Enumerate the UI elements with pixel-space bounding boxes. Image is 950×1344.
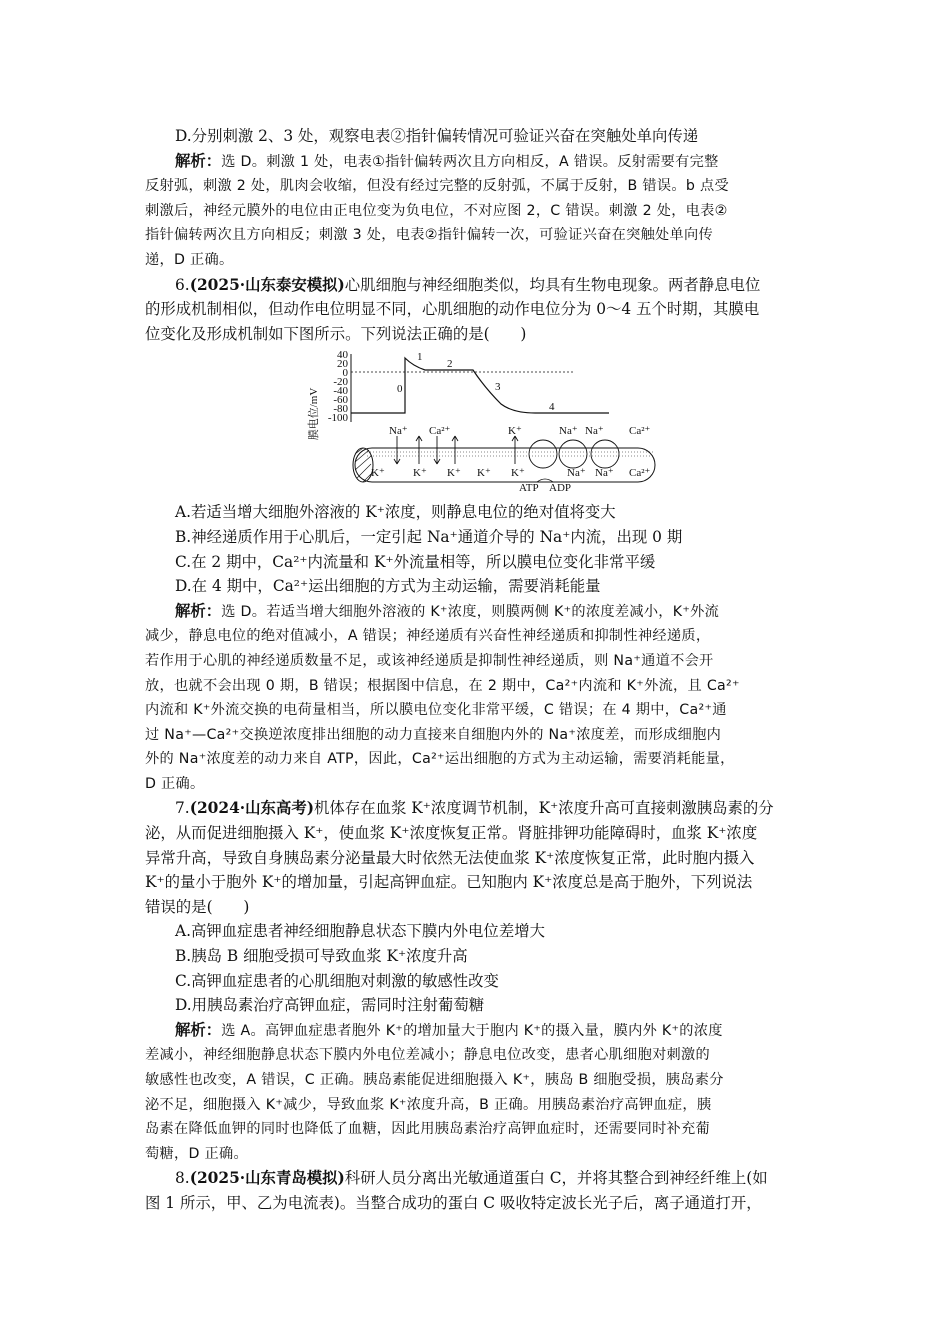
adp-label: ADP <box>549 482 572 495</box>
q5-analysis-line: 指针偏转两次且方向相反；刺激 3 处，电表②指针偏转一次，可验证兴奋在突触处单向传 <box>145 227 714 244</box>
ion-label: Na⁺ <box>559 425 578 438</box>
phase-label: 3 <box>495 381 501 394</box>
ion-label: Na⁺ <box>585 425 604 438</box>
arrow-k-out <box>512 436 518 464</box>
y-tick: -80 <box>333 403 348 416</box>
ion-label: Na⁺ <box>567 467 586 480</box>
ion-labels-top <box>389 425 651 437</box>
q7-stem-line-1: 7.(2024·山东高考)机体存在血浆 K⁺浓度调节机制，K⁺浓度升高可直接刺激胰岛素的分 <box>175 799 774 818</box>
q5-analysis-line: 递，D 正确。 <box>145 251 234 268</box>
q5-analysis-line: 刺激后，神经元膜外的电位由正电位变为负电位，不对应图 2，C 错误。刺激 2 处，电表② <box>145 202 728 219</box>
q7-option-d: D.用胰岛素治疗高钾血症，需同时注射葡萄糖 <box>175 996 485 1015</box>
ion-label: K⁺ <box>413 467 427 480</box>
phase-label: 4 <box>549 401 555 414</box>
hatch <box>355 448 371 482</box>
analysis-label: 解析： <box>175 151 222 170</box>
q8-stem-line: 图 1 所示，甲、乙为电流表)。当整合成功的蛋白 C 吸收特定波长光子后，离子通道打开， <box>145 1193 762 1212</box>
arrow-k-out <box>452 436 458 464</box>
y-tick: -40 <box>333 385 348 398</box>
pump-circle <box>529 440 557 468</box>
atp-label: ATP <box>519 482 539 495</box>
q6-analysis-line: 过 Na⁺—Ca²⁺交换逆浓度排出细胞的动力直接来自细胞内外的 Na⁺浓度差，而形成细胞内 <box>145 726 722 743</box>
membrane-potential-diagram <box>305 348 665 494</box>
ion-labels-bottom <box>371 467 651 479</box>
ion-label: Ca²⁺ <box>629 425 651 438</box>
ion-label: K⁺ <box>371 467 385 480</box>
q7-option-b: B.胰岛 B 细胞受损可导致血浆 K⁺浓度升高 <box>175 947 468 966</box>
q7-analysis-line: 萄糖，D 正确。 <box>145 1145 248 1162</box>
q7-analysis-line: 泌不足，细胞摄入 K⁺减少，导致血浆 K⁺浓度升高，B 正确。用胰岛素治疗高钾血症，胰 <box>145 1096 712 1113</box>
q6-option-d: D.在 4 期中，Ca²⁺运出细胞的方式为主动运输，需要消耗能量 <box>175 577 601 596</box>
q5-analysis-line-1: 解析：选 D。刺激 1 处，电表①指针偏转两次且方向相反，A 错误。反射需要有完整 <box>175 151 719 170</box>
q6-stem-line: 位变化及形成机制如下图所示。下列说法正确的是( ) <box>145 324 527 343</box>
y-tick: 20 <box>337 358 348 371</box>
y-tick: -100 <box>327 412 348 425</box>
exchanger-circle <box>591 440 619 468</box>
y-axis-label: 膜电位/mV <box>308 388 320 441</box>
question-number: 8. <box>175 1169 190 1188</box>
y-tick: 40 <box>337 349 348 362</box>
ion-label: Na⁺ <box>595 467 614 480</box>
ion-label: K⁺ <box>508 425 522 438</box>
q7-stem-line: 异常升高，导致自身胰岛素分泌量最大时依然无法使血浆 K⁺浓度恢复正常，此时胞内摄入 <box>145 848 755 867</box>
question-number: 7. <box>175 799 190 818</box>
q7-option-a: A.高钾血症患者神经细胞静息状态下膜内外电位差增大 <box>175 922 545 941</box>
arrow-k-out <box>416 436 422 464</box>
action-potential-figure <box>145 348 817 494</box>
q8-stem-line-1: 8.(2025·山东青岛模拟)科研人员分离出光敏通道蛋白 C，并将其整合到神经纤维上(如 <box>175 1169 768 1188</box>
y-tick: 0 <box>342 367 348 380</box>
question-number: 6. <box>175 275 190 294</box>
q6-option-b: B.神经递质作用于心肌后，一定引起 Na⁺通道介导的 Na⁺内流，出现 0 期 <box>175 527 683 546</box>
ion-label: Na⁺ <box>389 425 408 438</box>
q6-stem-line-1: 6.(2025·山东泰安模拟)心肌细胞与神经细胞类似，均具有生物电现象。两者静息电位 <box>175 275 761 294</box>
phase-label: 0 <box>397 383 403 396</box>
q7-analysis-line: 敏感性也改变，A 错误，C 正确。胰岛素能促进细胞摄入 K⁺，胰岛 B 细胞受损，胰岛素分 <box>145 1072 724 1088</box>
q5-analysis-line: 反射弧，刺激 2 处，肌肉会收缩，但没有经过完整的反射弧，不属于反射，B 错误。b 点受 <box>145 178 729 195</box>
arrow-na-in <box>394 436 400 464</box>
q7-analysis-line: 差减小，神经细胞静息状态下膜内外电位差减小；静息电位改变，患者心肌细胞对刺激的 <box>145 1047 711 1064</box>
action-potential-curve <box>351 358 609 413</box>
q5-option-d: D.分别刺激 2、3 处，观察电表②指针偏转情况可验证兴奋在突触处单向传递 <box>175 127 699 145</box>
q7-stem-line: 泌，从而促进细胞摄入 K⁺，使血浆 K⁺浓度恢复正常。肾脏排钾功能障碍时，血浆 K⁺浓度 <box>145 824 758 843</box>
question-source: (2025·山东青岛模拟) <box>189 1169 345 1188</box>
ion-label: K⁺ <box>477 467 491 480</box>
q6-analysis-line: 放，也就不会出现 0 期，B 错误；根据图中信息，在 2 期中，Ca²⁺内流和 K⁺外流，且 Ca²⁺ <box>145 677 740 694</box>
analysis-label: 解析： <box>175 601 222 620</box>
document-page <box>145 124 817 1216</box>
analysis-label: 解析： <box>175 1020 222 1039</box>
q6-analysis-line: D 正确。 <box>145 775 205 792</box>
ion-label: K⁺ <box>447 467 461 480</box>
q7-analysis-line: 岛素在降低血钾的同时也降低了血糖，因此用胰岛素治疗高钾血症时，还需要同时补充葡 <box>145 1121 711 1138</box>
question-source: (2024·山东高考) <box>189 799 315 818</box>
ion-label: K⁺ <box>511 467 525 480</box>
q6-analysis-line: 内流和 K⁺外流交换的电荷量相当，所以膜电位变化非常平缓，C 错误；在 4 期中，Ca²⁺通 <box>145 702 727 719</box>
q6-analysis-line: 若作用于心肌的神经递质数量不足，或该神经递质是抑制性神经递质，则 Na⁺通道不会开 <box>145 652 714 669</box>
ion-label: Ca²⁺ <box>429 425 451 438</box>
y-tick: -20 <box>333 376 348 389</box>
q7-stem-line: 错误的是( ) <box>145 897 250 916</box>
phase-label: 1 <box>417 351 423 364</box>
phase-labels <box>397 351 555 413</box>
q6-analysis-line: 外的 Na⁺浓度差的动力来自 ATP，因此，Ca²⁺运出细胞的方式为主动运输，需要消耗能量， <box>145 751 735 768</box>
q7-option-c: C.高钾血症患者的心肌细胞对刺激的敏感性改变 <box>175 971 499 990</box>
y-tick-labels <box>328 349 349 424</box>
ion-label: Ca²⁺ <box>629 467 651 480</box>
q6-option-a: A.若适当增大细胞外溶液的 K⁺浓度，则静息电位的绝对值将变大 <box>175 503 616 522</box>
q6-option-c: C.在 2 期中，Ca²⁺内流量和 K⁺外流量相等，所以膜电位变化非常平缓 <box>175 552 656 571</box>
q6-stem-line: 的形成机制相似，但动作电位明显不同，心肌细胞的动作电位分为 0～4 五个时期，其膜电 <box>145 300 760 319</box>
q7-analysis-line-1: 解析：选 A。高钾血症患者胞外 K⁺的增加量大于胞内 K⁺的摄入量，膜内外 K⁺的浓度 <box>175 1020 723 1039</box>
q6-analysis-line: 减少，静息电位的绝对值减小，A 错误；神经递质有兴奋性神经递质和抑制性神经递质， <box>145 628 711 645</box>
q7-stem-line: K⁺的量小于胞外 K⁺的增加量，引起高钾血症。已知胞内 K⁺浓度总是高于胞外，下列说法 <box>145 873 753 892</box>
exchanger-circle <box>559 440 587 468</box>
y-tick: -60 <box>333 394 348 407</box>
question-source: (2025·山东泰安模拟) <box>189 275 345 294</box>
q6-analysis-line-1: 解析：选 D。若适当增大细胞外溶液的 K⁺浓度，则膜两侧 K⁺的浓度差减小，K⁺外流 <box>175 601 720 620</box>
arrow-ca-in <box>434 436 440 464</box>
phase-label: 2 <box>447 358 453 371</box>
